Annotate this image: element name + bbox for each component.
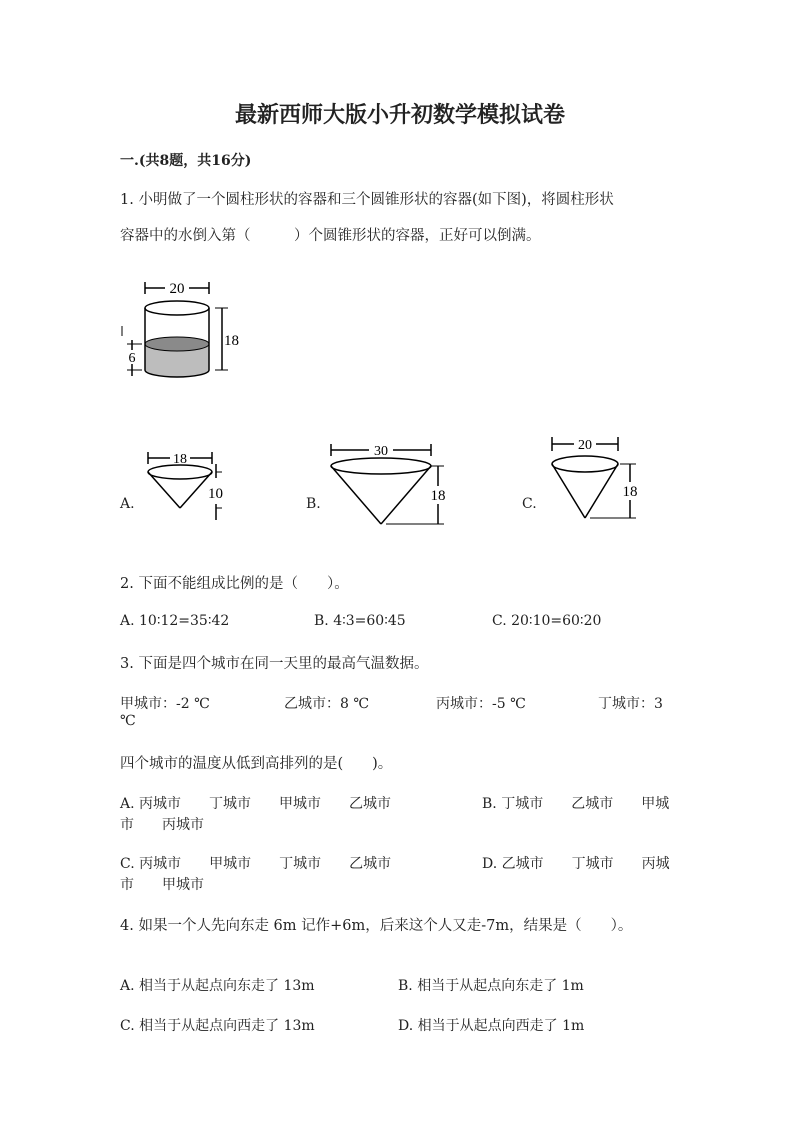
q1-stem-line2: 容器中的水倒入第（ ）个圆锥形状的容器，正好可以倒满。 (120, 228, 541, 244)
cone-c-height-label: 18 (622, 484, 638, 500)
cylinder-diameter-label: 20 (169, 281, 185, 297)
cone-b-figure (326, 440, 456, 532)
q1-stem-line1: 1. 小明做了一个圆柱形状的容器和三个圆锥形状的容器(如下图)，将圆柱形状 (120, 192, 614, 208)
cone-b-diameter-label: 30 (374, 444, 388, 459)
page-title: 最新西师大版小升初数学模拟试卷 (234, 102, 565, 128)
cone-a-height-label: 10 (208, 486, 223, 502)
cone-c-diameter-label: 20 (578, 438, 592, 453)
cylinder-figure (118, 278, 248, 388)
q3-option-b: B. 丁城市 乙城市 甲城 (482, 796, 670, 812)
cone-c-figure (544, 432, 654, 524)
q4-option-b: B. 相当于从起点向东走了 1m (398, 978, 584, 994)
cylinder-water-label: 6 (128, 351, 136, 366)
q3-option-b-wrap: 市 丙城市 (120, 817, 204, 833)
q3-stem: 3. 下面是四个城市在同一天里的最高气温数据。 (120, 656, 429, 672)
q1-option-b-label: B. (306, 496, 321, 512)
q3-option-a: A. 丙城市 丁城市 甲城市 乙城市 (120, 796, 392, 812)
q4-option-d: D. 相当于从起点向西走了 1m (398, 1018, 585, 1034)
q4-stem: 4. 如果一个人先向东走 6m 记作+6m，后来这个人又走-7m，结果是（ ）。 (120, 918, 633, 934)
q3-temp-jia: 甲城市：-2 ℃ (120, 696, 210, 712)
cylinder-height-label: 18 (224, 333, 239, 349)
q1-option-a-label: A. (120, 496, 135, 512)
q3-temp-bing: 丙城市：-5 ℃ (436, 696, 526, 712)
q3-temp-ding: 丁城市：3 (598, 696, 663, 712)
q2-option-b: B. 4∶3=60∶45 (314, 613, 406, 629)
cone-a-diameter-label: 18 (173, 452, 187, 467)
q3-question: 四个城市的温度从低到高排列的是( )。 (120, 756, 393, 772)
cone-a-figure (140, 448, 240, 528)
q3-option-c: C. 丙城市 甲城市 丁城市 乙城市 (120, 856, 392, 872)
q2-option-a: A. 10∶12=35∶42 (120, 613, 230, 629)
q3-temp-ding-unit: ℃ (120, 713, 136, 729)
q4-option-c: C. 相当于从起点向西走了 13m (120, 1018, 315, 1034)
q1-option-c-label: C. (522, 496, 537, 512)
cone-b-height-label: 18 (430, 488, 446, 504)
q3-option-d: D. 乙城市 丁城市 丙城 (482, 856, 670, 872)
q3-option-d-wrap: 市 甲城市 (120, 877, 204, 893)
q3-temp-yi: 乙城市：8 ℃ (284, 696, 370, 712)
q2-stem: 2. 下面不能组成比例的是（ ）。 (120, 576, 349, 592)
section-heading: 一.(共8题，共16分) (120, 153, 252, 169)
q4-option-a: A. 相当于从起点向东走了 13m (120, 978, 315, 994)
q2-option-c: C. 20∶10=60∶20 (492, 613, 602, 629)
